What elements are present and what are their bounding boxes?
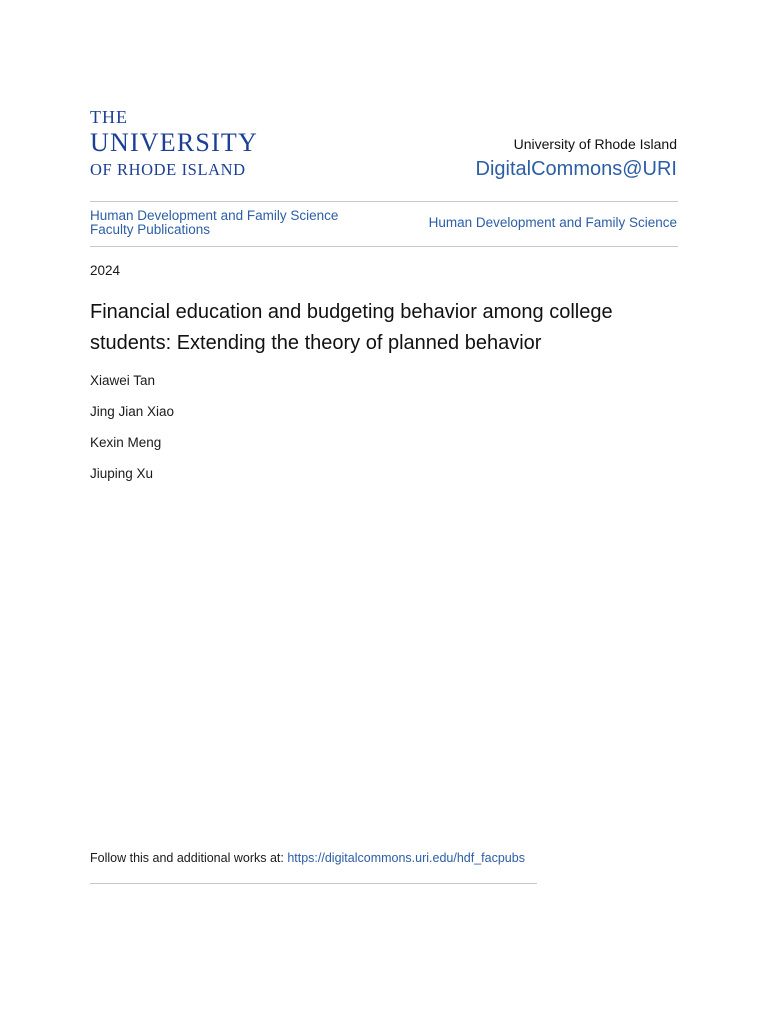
logo-line-the: THE xyxy=(90,107,128,127)
follow-works-text xyxy=(90,851,525,865)
university-logo xyxy=(90,108,280,179)
collection-link[interactable] xyxy=(90,209,360,237)
repository-header xyxy=(476,136,677,181)
publication-year: 2024 xyxy=(90,263,121,278)
author-name: Jing Jian Xiao xyxy=(90,404,175,419)
institution-name: University of Rhode Island xyxy=(513,136,677,152)
author-name: Kexin Meng xyxy=(90,435,162,450)
middle-divider xyxy=(90,246,678,247)
collection-url-link[interactable]: https://digitalcommons.uri.edu/hdf_facpubs xyxy=(287,851,525,865)
footer-divider xyxy=(90,883,537,884)
logo-line-of-rhode-island: OF RHODE ISLAND xyxy=(90,160,246,179)
top-divider xyxy=(90,201,678,202)
author-name: Xiawei Tan xyxy=(90,373,156,388)
author-list xyxy=(90,373,174,497)
collection-line-1: Human Development and Family Science xyxy=(90,208,339,223)
paper-title: Financial education and budgeting behavior among college students: Extending the theory of planned behavior xyxy=(90,301,613,354)
author-name: Jiuping Xu xyxy=(90,466,154,481)
logo-line-university: UNIVERSITY xyxy=(90,128,258,157)
collection-line-2: Faculty Publications xyxy=(90,222,211,237)
department-link[interactable]: Human Development and Family Science xyxy=(428,215,677,230)
follow-prefix: Follow this and additional works at: xyxy=(90,851,288,865)
digital-commons-link[interactable]: DigitalCommons@URI xyxy=(475,158,677,180)
